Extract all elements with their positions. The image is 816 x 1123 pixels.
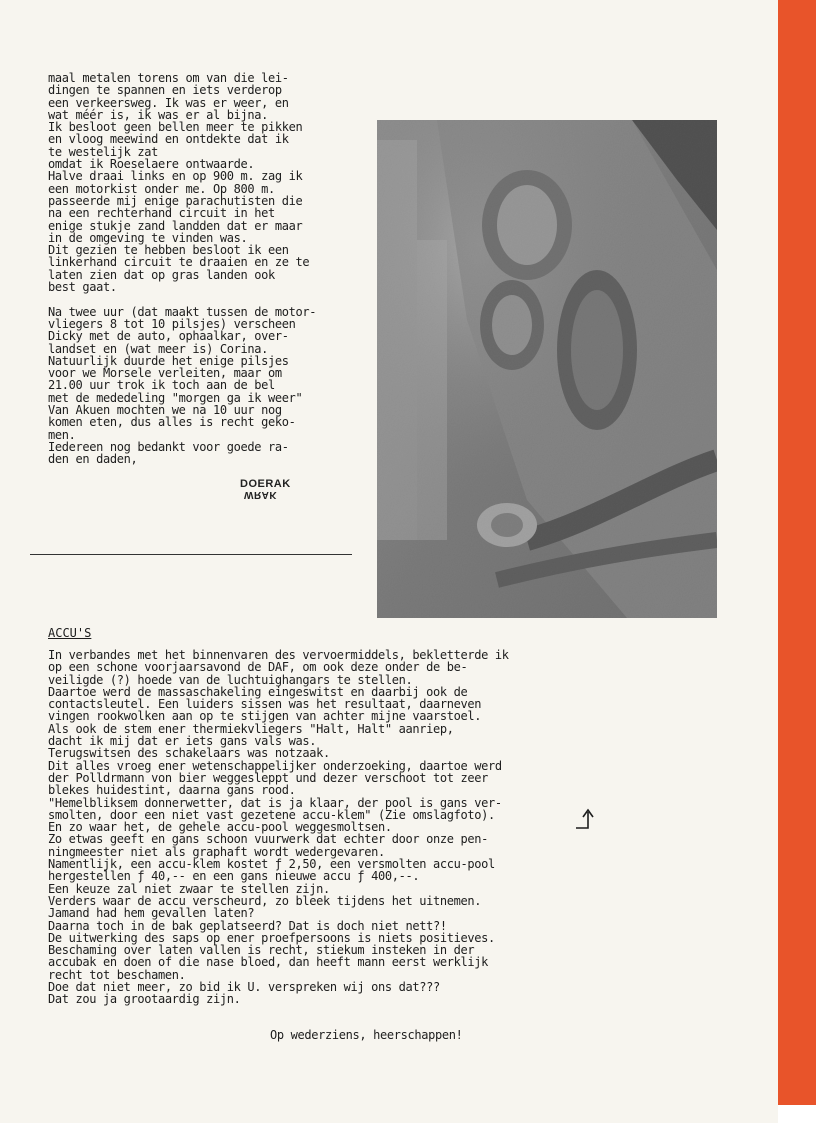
text-line: Dit gezien te hebben besloot ik een — [48, 243, 289, 258]
text-line: Ik besloot geen bellen meer te pikken — [48, 120, 303, 135]
text-line: ningmeester niet als graphaft wordt wedergevaren. — [48, 844, 385, 859]
text-line: Daartoe werd de massaschakeling eingeswitst en daarbij ook de — [48, 684, 468, 699]
text-line: en vloog meewind en ontdekte dat ik — [48, 132, 289, 147]
text-line: Natuurlijk duurde het enige pilsjes — [48, 353, 289, 368]
article-continuation — [48, 72, 316, 466]
text-line: dacht ik mij dat er iets gans vals was. — [48, 734, 317, 749]
text-line: recht tot beschamen. — [48, 967, 186, 982]
text-line: Beschaming over laten vallen is recht, stiekum insteken in der — [48, 943, 475, 958]
text-line: Verders waar de accu verscheurd, zo bleek tijdens het uitnemen. — [48, 893, 482, 908]
text-line: op een schone voorjaarsavond de DAF, om ook deze onder de be- — [48, 660, 468, 675]
text-line — [48, 293, 316, 305]
text-line: den en daden, — [48, 452, 138, 467]
text-line: Dicky met de auto, ophaalkar, over- — [48, 329, 289, 344]
text-line: een verkeersweg. Ik was er weer, en — [48, 95, 289, 110]
text-line: Na twee uur (dat maakt tussen de motor- — [48, 304, 317, 319]
text-line: omdat ik Roeselaere ontwaarde. — [48, 157, 255, 172]
text-line: In verbandes met het binnenvaren des vervoermiddels, bekletterde ik — [48, 648, 509, 662]
text-line: Terugswitsen des schakelaars was notzaak. — [48, 746, 330, 761]
text-line: Dit alles vroeg ener wetenschappelijker onderzoeking, daartoe werd — [48, 758, 502, 773]
text-line: Dat zou ja grootaardig zijn. — [48, 992, 241, 1007]
text-line: passeerde mij enige parachutisten die — [48, 193, 303, 208]
article-accus-body — [48, 649, 509, 1006]
text-line: En zo waar het, de gehele accu-pool weggesmoltsen. — [48, 820, 392, 835]
text-line: maal metalen torens om van die lei- — [48, 71, 289, 85]
signature-doerak: DOERAK — [240, 478, 291, 490]
text-line: wat méér is, ik was er al bijna. — [48, 107, 268, 122]
signature-wrak: WRAK — [244, 489, 278, 500]
text-line: voor we Morsele verleiten, maar om — [48, 366, 282, 381]
text-line: De uitwerking des saps op ener proefpersoons is niets positieves. — [48, 930, 495, 945]
text-line: men. — [48, 427, 76, 442]
text-line: dingen te spannen en iets verderop — [48, 83, 282, 98]
text-line: smolten, door een niet vast gezetene accu-klem" (Zie omslagfoto). — [48, 807, 495, 822]
text-line: een motorkist onder me. Op 800 m. — [48, 181, 275, 196]
text-line: enige stukje zand landden dat er maar — [48, 218, 303, 233]
text-line: accubak en doen of die nase bloed, dan heeft mann eerst werklijk — [48, 955, 488, 970]
text-line: contactsleutel. Een luiders sissen was het resultaat, daarneven — [48, 697, 482, 712]
photo-image — [377, 120, 717, 618]
text-line: blekes huidestint, daarna gans rood. — [48, 783, 296, 798]
text-line: te westelijk zat — [48, 144, 158, 159]
text-line: landset en (wat meer is) Corina. — [48, 341, 268, 356]
text-line: Jamand had hem gevallen laten? — [48, 906, 255, 921]
text-line: laten zien dat op gras landen ook — [48, 267, 275, 282]
text-line: Zo etwas geeft en gans schoon vuurwerk dat echter door onze pen- — [48, 832, 488, 847]
section-divider — [30, 554, 352, 555]
text-line: in de omgeving te vinden was. — [48, 230, 248, 245]
orange-cover-edge — [778, 0, 816, 1105]
text-line: na een rechterhand circuit in het — [48, 206, 275, 221]
text-line: Een keuze zal niet zwaar te stellen zijn. — [48, 881, 330, 896]
closing-line: Op wederziens, heerschappen! — [270, 1028, 463, 1042]
text-line: 21.00 uur trok ik toch aan de bel — [48, 378, 275, 393]
text-line: hergestellen ƒ 40,-- en een gans nieuwe accu ƒ 400,--. — [48, 869, 420, 884]
text-line: Namentlijk, een accu-klem kostet ƒ 2,50, een versmolten accu-pool — [48, 857, 495, 872]
text-line: Halve draai links en op 900 m. zag ik — [48, 169, 303, 184]
text-line: Als ook de stem ener thermiekvliegers "Halt, Halt" aanriep, — [48, 721, 454, 736]
text-line: Daarna toch in de bak geplatseerd? Dat is doch niet nett?! — [48, 918, 447, 933]
text-line: met de mededeling "morgen ga ik weer" — [48, 390, 303, 405]
text-line: linkerhand circuit te draaien en ze te — [48, 255, 310, 270]
text-line: komen eten, dus alles is recht gekо- — [48, 415, 296, 430]
section-title-accus: ACCU'S — [48, 626, 92, 640]
text-line: vliegers 8 tot 10 pilsjes) verscheen — [48, 316, 296, 331]
text-line: Van Akuen mochten we na 10 uur nog — [48, 403, 282, 418]
text-line: best gaat. — [48, 280, 117, 295]
text-line: "Hemelbliksem donnerwetter, dat is ja klaar, der pool is gans ver- — [48, 795, 502, 810]
text-line: Iedereen nog bedankt voor goede ra- — [48, 439, 289, 454]
text-line: Doe dat niet meer, zo bid ik U. verspreken wij ons dat??? — [48, 980, 440, 995]
text-line: vingen rookwolken aan op te stijgen van achter mijne vaarstoel. — [48, 709, 482, 724]
photograph-melted-battery-pole — [377, 120, 717, 618]
text-line: der Polldrmann von bier weggesleppt und dezer verschoot tot zeer — [48, 770, 488, 785]
handwritten-arrow-icon — [572, 806, 602, 832]
text-line: veiligde (?) hoede van de luchtuighangars te stellen. — [48, 672, 413, 687]
